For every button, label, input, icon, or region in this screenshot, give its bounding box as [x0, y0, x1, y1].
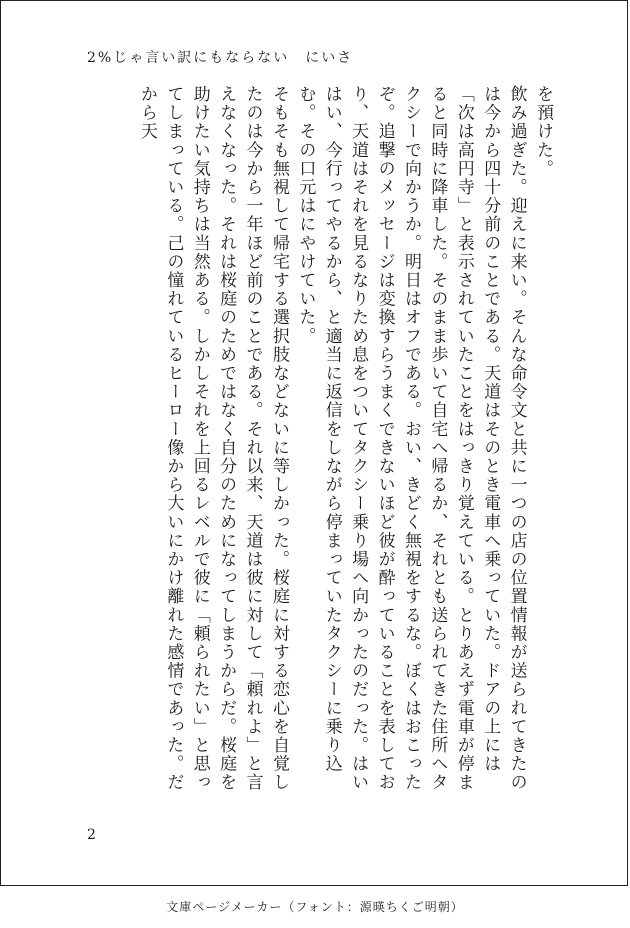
running-head-title: 2%じゃ言い訳にもならない にいさ	[87, 50, 354, 66]
paragraph: を預けた。	[533, 85, 553, 178]
footer-credit: 文庫ページメーカー（フォント：源暎ちくご明朝）	[166, 900, 464, 914]
paragraph: そもそも無視して帰宅する選択肢などないに等しかった。桜庭に対する恋心を自覚したのは今から一年ほど前のことである。それ以来、天道は彼に対して「頼れよ」と言えなくなった。それは桜庭のためではなく自分のためになってしまうからだ。桜庭を助けたい気持ちは当然ある。しかしそれを上回るレベルで彼に「頼られたい」と思ってしまっている。己の憧れているヒーロー像から大いにかけ離れた感情であった。だから天	[136, 85, 289, 792]
vertical-body-text	[81, 85, 556, 805]
paragraph: 飲み過ぎた。迎えに来い。そんな命令文と共に一つの店の位置情報が送られてきたのは今から四十分前のことである。天道はそのとき電車へ乗っていた。ドアの上には「次は高円寺」と表示されていたことをはっきり覚えている。とりあえず電車が停まると同時に降車した。そのまま歩いて自宅へ帰るか、それとも送られてきた住所へタクシーで向かうか。明日はオフである。おい、きどく無視をするな。ぼくはおこったぞ。追撃のメッセージは変換すらうまくできないほど彼が酔っていることを表しており、天道はそれを見るなりため息をついてタクシー乗り場へ向かったのだった。はいはい、今行ってやるから、と適当に返信をしながら停まっていたタクシーに乗り込む。その口元はにやけていた。	[295, 85, 527, 792]
page-number: 2	[87, 827, 96, 843]
